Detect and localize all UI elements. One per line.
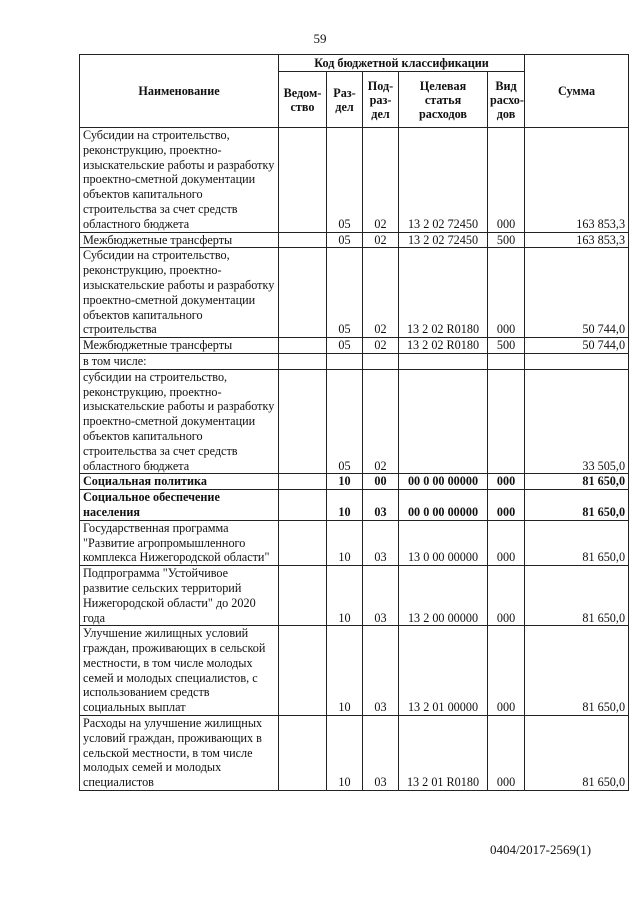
row-vedomstvo: [279, 369, 327, 474]
table-row: [80, 338, 629, 354]
row-summa: 81 650,0: [525, 490, 629, 521]
row-vedomstvo: [279, 520, 327, 565]
row-vid: 000: [488, 566, 525, 626]
row-celevaya: 00 0 00 00000: [399, 490, 488, 521]
row-vid: 000: [488, 626, 525, 716]
row-razdel: 05: [327, 338, 363, 354]
budget-table: [79, 54, 629, 791]
row-razdel: 10: [327, 490, 363, 521]
document-code: 0404/2017-2569(1): [490, 842, 592, 857]
row-vedomstvo: [279, 716, 327, 791]
row-summa: 163 853,3: [525, 232, 629, 248]
row-vedomstvo: [279, 338, 327, 354]
row-name: Социальное обеспечение населения: [80, 490, 279, 521]
row-vedomstvo: [279, 566, 327, 626]
row-name: Субсидии на строительство, реконструкцию, проектно-изыскательские работы и разработку проектно-сметной документации объектов капитального строительства за счет средств областного бюджета: [80, 128, 279, 233]
row-podrazdel: 03: [363, 490, 399, 521]
row-razdel: 10: [327, 566, 363, 626]
table-row: [80, 520, 629, 565]
row-razdel: 05: [327, 248, 363, 338]
row-celevaya: 13 2 01 00000: [399, 626, 488, 716]
row-celevaya: [399, 369, 488, 474]
row-name: Расходы на улучшение жилищных условий граждан, проживающих в сельской местности, в том числе молодых семей и молодых специалистов: [80, 716, 279, 791]
row-name: Социальная политика: [80, 474, 279, 490]
row-vedomstvo: [279, 474, 327, 490]
row-podrazdel: [363, 353, 399, 369]
row-razdel: 10: [327, 626, 363, 716]
row-name: Межбюджетные трансферты: [80, 232, 279, 248]
row-razdel: 10: [327, 474, 363, 490]
row-vid: [488, 369, 525, 474]
row-celevaya: [399, 353, 488, 369]
row-podrazdel: 03: [363, 520, 399, 565]
row-vid: 000: [488, 520, 525, 565]
row-summa: 33 505,0: [525, 369, 629, 474]
header-podrazdel: Под-раз-дел: [363, 72, 399, 128]
row-vedomstvo: [279, 490, 327, 521]
row-vid: [488, 353, 525, 369]
row-summa: 50 744,0: [525, 338, 629, 354]
row-vid: 000: [488, 474, 525, 490]
row-vedomstvo: [279, 353, 327, 369]
row-summa: 81 650,0: [525, 716, 629, 791]
row-razdel: 05: [327, 369, 363, 474]
row-celevaya: 00 0 00 00000: [399, 474, 488, 490]
row-razdel: [327, 353, 363, 369]
row-vid: 000: [488, 490, 525, 521]
row-summa: [525, 353, 629, 369]
row-name: субсидии на строительство, реконструкцию, проектно-изыскательские работы и разработку проектно-сметной документации объектов капитального строительства за счет средств областного бюджета: [80, 369, 279, 474]
row-podrazdel: 00: [363, 474, 399, 490]
row-vid: 000: [488, 248, 525, 338]
page-number: 59: [313, 31, 327, 46]
row-razdel: 10: [327, 520, 363, 565]
table-row: [80, 128, 629, 233]
row-podrazdel: 03: [363, 716, 399, 791]
header-summa: Сумма: [525, 55, 629, 128]
row-celevaya: 13 2 02 72450: [399, 128, 488, 233]
row-celevaya: 13 2 01 R0180: [399, 716, 488, 791]
table-row: [80, 626, 629, 716]
row-summa: 81 650,0: [525, 626, 629, 716]
row-razdel: 10: [327, 716, 363, 791]
row-name: Межбюджетные трансферты: [80, 338, 279, 354]
row-podrazdel: 02: [363, 128, 399, 233]
row-razdel: 05: [327, 128, 363, 233]
row-podrazdel: 03: [363, 566, 399, 626]
row-vedomstvo: [279, 626, 327, 716]
row-podrazdel: 02: [363, 232, 399, 248]
table-row: [80, 232, 629, 248]
row-vedomstvo: [279, 232, 327, 248]
row-podrazdel: 03: [363, 626, 399, 716]
row-podrazdel: 02: [363, 338, 399, 354]
header-code-group: Код бюджетной классификации: [279, 55, 525, 72]
row-summa: 163 853,3: [525, 128, 629, 233]
header-vedomstvo: Ведом-ство: [279, 72, 327, 128]
row-vid: 000: [488, 716, 525, 791]
table-row: [80, 369, 629, 474]
row-vedomstvo: [279, 128, 327, 233]
table-row: [80, 474, 629, 490]
row-name: Государственная программа "Развитие агропромышленного комплекса Нижегородской области": [80, 520, 279, 565]
row-razdel: 05: [327, 232, 363, 248]
row-celevaya: 13 2 02 R0180: [399, 338, 488, 354]
row-name: Субсидии на строительство, реконструкцию, проектно-изыскательские работы и разработку проектно-сметной документации объектов капитального строительства: [80, 248, 279, 338]
table-row: [80, 490, 629, 521]
row-celevaya: 13 2 02 72450: [399, 232, 488, 248]
row-vedomstvo: [279, 248, 327, 338]
row-name: Улучшение жилищных условий граждан, проживающих в сельской местности, в том числе молодых семей и молодых специалистов, с использованием средств социальных выплат: [80, 626, 279, 716]
row-name: Подпрограмма "Устойчивое развитие сельских территорий Нижегородской области" до 2020 года: [80, 566, 279, 626]
row-celevaya: 13 0 00 00000: [399, 520, 488, 565]
table-row: [80, 353, 629, 369]
row-vid: 000: [488, 128, 525, 233]
row-vid: 500: [488, 338, 525, 354]
row-vid: 500: [488, 232, 525, 248]
table-row: [80, 716, 629, 791]
header-razdel: Раз-дел: [327, 72, 363, 128]
row-summa: 81 650,0: [525, 474, 629, 490]
row-name: в том числе:: [80, 353, 279, 369]
table-row: [80, 248, 629, 338]
header-name: Наименование: [80, 55, 279, 128]
row-podrazdel: 02: [363, 248, 399, 338]
row-podrazdel: 02: [363, 369, 399, 474]
header-vid: Вид расхо-дов: [488, 72, 525, 128]
header-celevaya: Целевая статья расходов: [399, 72, 488, 128]
table-row: [80, 566, 629, 626]
row-celevaya: 13 2 00 00000: [399, 566, 488, 626]
row-celevaya: 13 2 02 R0180: [399, 248, 488, 338]
row-summa: 81 650,0: [525, 566, 629, 626]
row-summa: 50 744,0: [525, 248, 629, 338]
row-summa: 81 650,0: [525, 520, 629, 565]
